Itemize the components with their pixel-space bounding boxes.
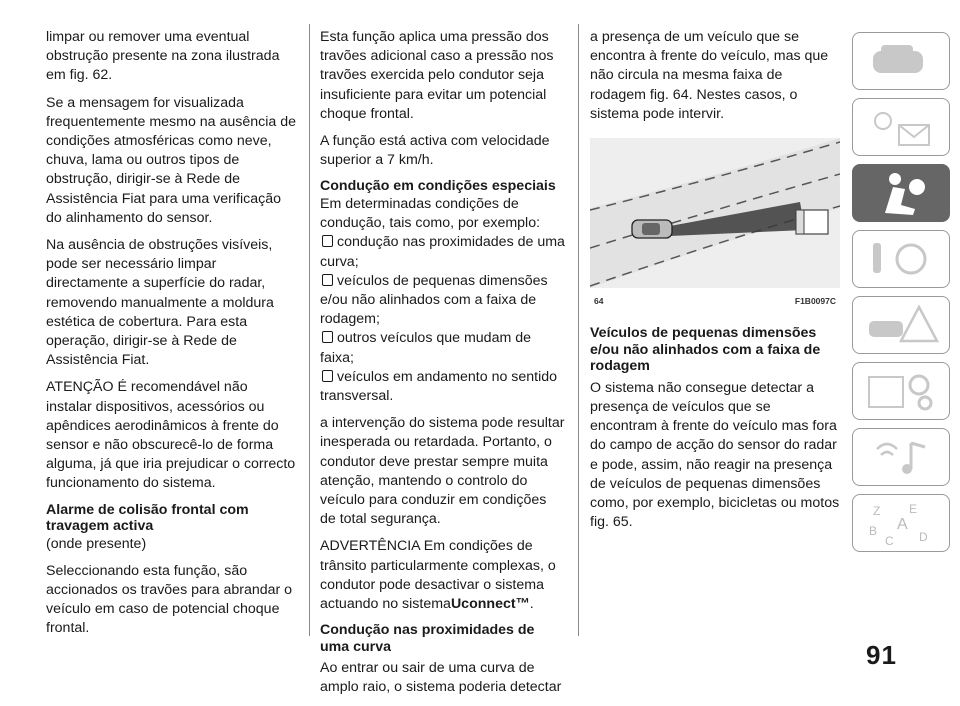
list-item: condução nas proximidades de uma curva;	[320, 234, 565, 270]
tab-maintenance[interactable]	[852, 362, 950, 420]
column-divider	[309, 24, 310, 636]
multimedia-icon	[853, 429, 948, 484]
curve-road-illustration	[590, 138, 840, 288]
svg-text:C: C	[885, 534, 894, 548]
key-steering-icon	[853, 231, 948, 286]
svg-text:E: E	[909, 502, 918, 516]
text-column-3	[590, 28, 840, 540]
figure-number: 64	[594, 296, 604, 307]
tab-warning-lights[interactable]	[852, 98, 950, 156]
breakdown-warning-icon	[853, 297, 948, 352]
column-divider	[578, 24, 579, 636]
warning-paragraph: ATENÇÃO É recomendável não instalar dispositivos, acessórios ou apêndices aerodinâmicos à frente do sensor e não obscurecê-lo de forma alguma, já que iria prejudicar o correcto funcionamento do sistema.	[46, 379, 296, 492]
tab-emergency[interactable]	[852, 296, 950, 354]
svg-text:B: B	[869, 524, 878, 538]
checkbox-bullet-icon	[322, 235, 333, 247]
paragraph: A função está activa com velocidade superior a 7 km/h.	[320, 133, 550, 169]
own-car-icon	[632, 220, 672, 238]
list-item: veículos de pequenas dimensões e/ou não alinhados com a faixa de rodagem;	[320, 272, 548, 328]
tab-multimedia[interactable]	[852, 428, 950, 486]
paragraph: Em determinadas condições de condução, tais como, por exemplo:	[320, 195, 541, 232]
alphabetical-index-icon	[853, 495, 948, 550]
svg-text:D: D	[919, 530, 928, 544]
section-heading: Veículos de pequenas dimensões e/ou não alinhados com a faixa de rodagem	[590, 325, 821, 375]
list-item: veículos em andamento no sentido transversal.	[320, 368, 558, 404]
paragraph: Seleccionando esta função, são accionados os travões para abrandar o veículo em caso de potencial choque frontal.	[46, 562, 293, 637]
maintenance-gears-icon	[853, 363, 948, 418]
checkbox-bullet-icon	[322, 370, 333, 382]
section-heading: Alarme de colisão frontal com travagem activa	[46, 501, 249, 535]
figure-curve-radar	[590, 138, 840, 288]
paragraph: Se a mensagem for visualizada frequentemente mesmo na ausência de condições atmosféricas como neve, chuva, lama ou outros tipos de obstrução, dirigir-se à Rede de Assistência Fiat para uma verificação do alinhamento do sensor.	[46, 94, 297, 226]
section-subheading: (onde presente)	[46, 535, 147, 552]
car-dashboard-icon	[853, 33, 948, 88]
tab-safety[interactable]	[852, 164, 950, 222]
svg-text:A: A	[897, 516, 908, 533]
text-column-2	[320, 28, 566, 706]
section-heading: Condução em condições especiais	[320, 178, 556, 195]
warning-lights-icon	[853, 99, 948, 154]
figure-caption	[590, 292, 840, 311]
tab-starting-driving[interactable]	[852, 230, 950, 288]
checkbox-bullet-icon	[322, 331, 333, 343]
figure-code: F1B0097C	[794, 296, 836, 307]
section-heading: Condução nas proximidades de uma curva	[320, 622, 535, 655]
page-number: 91	[866, 640, 897, 670]
paragraph: O sistema não consegue detectar a presença de veículos que se encontram à frente do veículo mas fora do campo de acção do sensor do radar e pode, assim, não reagir na presença de veículos de pequenas dimensões como, por exemplo, bicicletas ou motos fig. 65.	[590, 379, 840, 531]
bullet-list	[320, 233, 566, 406]
paragraph: a presença de um veículo que se encontra à frente do veículo, mas que não circula na mesma faixa de rodagem fig. 64. Nestes casos, o sistema pode intervir.	[590, 29, 829, 122]
paragraph: Ao entrar ou sair de uma curva de amplo raio, o sistema poderia detectar	[320, 660, 562, 696]
other-vehicle-icon	[796, 210, 828, 234]
svg-text:Z: Z	[873, 504, 881, 518]
text-column-1	[46, 28, 296, 647]
list-item: outros veículos que mudam de faixa;	[320, 330, 532, 366]
tab-index[interactable]	[852, 494, 950, 552]
paragraph: Na ausência de obstruções visíveis, pode ser necessário limpar directamente a superfície do radar, removendo manualmente a moldura estética de cobertura. Para esta operação, dirigir-se à Rede de Assistência Fiat.	[46, 237, 274, 369]
paragraph: a intervenção do sistema pode resultar inesperada ou retardada. Portanto, o condutor deve prestar sempre muita atenção, mantendo o controlo do veículo para conduzir em condições de total segurança.	[320, 415, 565, 528]
tab-dashboard[interactable]	[852, 32, 950, 90]
checkbox-bullet-icon	[322, 274, 333, 286]
advisory-paragraph: ADVERTÊNCIA Em condições de trânsito particularmente complexas, o condutor pode desactivar o sistema actuando no sistemaUconnect™.	[320, 538, 556, 612]
paragraph: Esta função aplica uma pressão dos travões adicional caso a pressão nos travões exercida pelo condutor seja insuficiente para evitar um potencial choque frontal.	[320, 29, 554, 122]
seat-airbag-icon	[853, 165, 948, 220]
chapter-tabs	[852, 32, 952, 560]
paragraph: limpar ou remover uma eventual obstrução presente na zona ilustrada em fig. 62.	[46, 29, 280, 84]
